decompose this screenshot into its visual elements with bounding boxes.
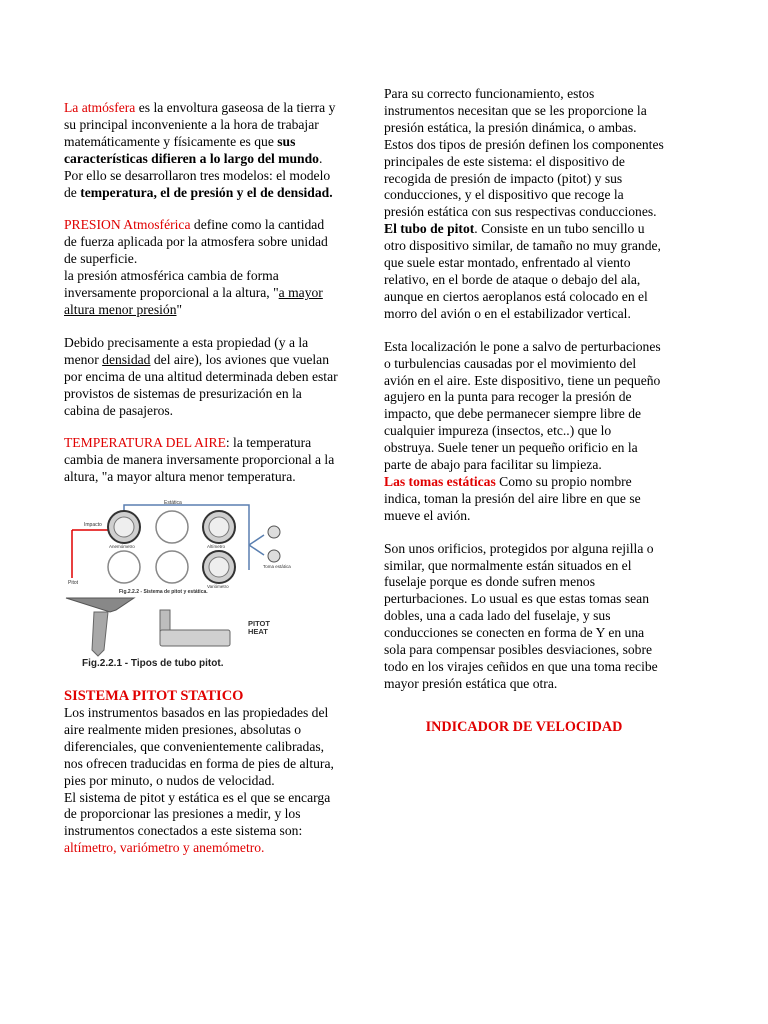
orifices-paragraph: Son unos orificios, protegidos por alguna rejilla o similar, que normalmente están situados en el fuselaje porque es donde sufren menos perturbaciones. Lo usual es que estas tomas sean dobles, una a cada lado del fuselaje, y sus conducciones se conecten en forma de Y en una sola para compensar posibles desviaciones, sobre todo en los virajes ceñidos en que una toma recibe mayor presión estática que otra. — [384, 540, 658, 691]
pitot-figure — [64, 500, 294, 674]
temperature-paragraph: TEMPERATURA DEL AIRE: la temperatura cambia de manera inversamente proporcional a la altura, "a mayor altura menor temperatura. — [64, 435, 335, 485]
heat-label-heat: HEAT — [248, 627, 268, 637]
location-paragraph: Esta localización le pone a salvo de perturbaciones o turbulencias causadas por el movimiento del avión en el aire. Este dispositivo, tiene un pequeño agujero en la punta para recoger la presión de impacto, que debe permanecer siempre libre de cualquier impureza (insectos, etc..) que lo obstruya. Suele tener un pequeño orificio en la parte de abajo para facilitar su limpieza. — [384, 338, 661, 473]
section-heading-speed: INDICADOR DE VELOCIDAD — [425, 718, 623, 735]
static-port-icon — [268, 550, 280, 562]
attitude-gauge-icon — [156, 511, 188, 543]
label-pitot: Pitot — [68, 580, 79, 587]
label-impacto: Impacto — [84, 522, 102, 529]
section-heading-pitot: SISTEMA PITOT STATICO — [64, 688, 244, 705]
pressure-lead: PRESION Atmosférica — [64, 217, 191, 233]
turn-gauge-icon — [108, 551, 140, 583]
system-paragraph: El sistema de pitot y estática es el que se encarga de proporcionar las presiones a medir, y los instrumentos conectados a este sistema son: altímetro, variómetro y anemómetro. — [64, 789, 331, 856]
components-paragraph: Estos dos tipos de presión definen los componentes principales de este sistema: el dispositivo de recogida de presión de impacto (pitot) y sus conducciones, y el dispositivo que recoge la presión estática con sus respectivas conducciones. — [384, 136, 664, 220]
small-caption: Fig.2.2.2 - Sistema de pitot y estática. — [119, 589, 208, 596]
pressure-paragraph: PRESION Atmosférica define como la cantidad de fuerza aplicada por la atmosfera sobre unidad de superficie. la presión atmosférica cambia de forma inversamente proporcional a la altura, "a mayor altura menor presión" — [64, 217, 328, 317]
pressurization-paragraph: Debido precisamente a esta propiedad (y a la menor densidad del aire), los aviones que vuelan por encima de una altitud determinada deben estar provistos de sistemas de presurización en la cabina de pasajeros. — [64, 334, 338, 418]
pitot-tube-paragraph: El tubo de pitot. Consiste en un tubo sencillo u otro dispositivo similar, de tamaño no muy grande, que suele estar montado, enfrentado al viento relativo, en el borde de ataque o debajo del ala, aunque en ciertos aeroplanos está colocado en el morro del avión o en el estabilizador vertical. — [384, 221, 661, 321]
label-variometro: Variómetro — [207, 584, 229, 590]
instruments-paragraph: Los instrumentos basados en las propiedades del aire realmente miden presiones, absolutas o diferenciales, que convenientemente calibradas, nos ofrecen traducidas en forma de pies de altura, pies por minuto, o nudos de velocidad. — [64, 705, 334, 788]
label-toma-estatica: Toma estática — [263, 564, 291, 570]
static-port-icon — [268, 526, 280, 538]
temperature-lead: TEMPERATURA DEL AIRE — [64, 435, 226, 451]
heat-label-pitot: PITOT — [248, 619, 270, 629]
left-column — [64, 100, 339, 857]
main-caption: Fig.2.2.1 - Tipos de tubo pitot. — [82, 658, 224, 670]
right-column — [384, 86, 664, 736]
operation-paragraph: Para su correcto funcionamiento, estos instrumentos necesitan que se les proporcione la presión estática, la presión dinámica, o ambas. — [384, 86, 647, 135]
label-altimetro: Altímetro — [207, 544, 226, 550]
static-ports-paragraph: Las tomas estáticas Como su propio nombre indica, toman la presión del aire libre en que se mueve el avión. — [384, 473, 641, 523]
label-anemometro: Anemómetro — [109, 544, 135, 550]
pitot-static-diagram — [64, 500, 294, 674]
atmosphere-lead: La atmósfera — [64, 100, 136, 115]
label-estatica: Estática — [164, 500, 182, 507]
heading-gauge-icon — [156, 551, 188, 583]
atmosphere-paragraph: La atmósfera es la envoltura gaseosa de la tierra y su principal inconveniente a la hora de trabajar matemáticamente y físicamente es que sus características difieren a lo largo del mundo. Por ello se desarrollaron tres modelos: el modelo de temperatura, el de presión y el de densidad. — [64, 100, 336, 200]
pitot-heat-tube-icon — [160, 630, 230, 646]
